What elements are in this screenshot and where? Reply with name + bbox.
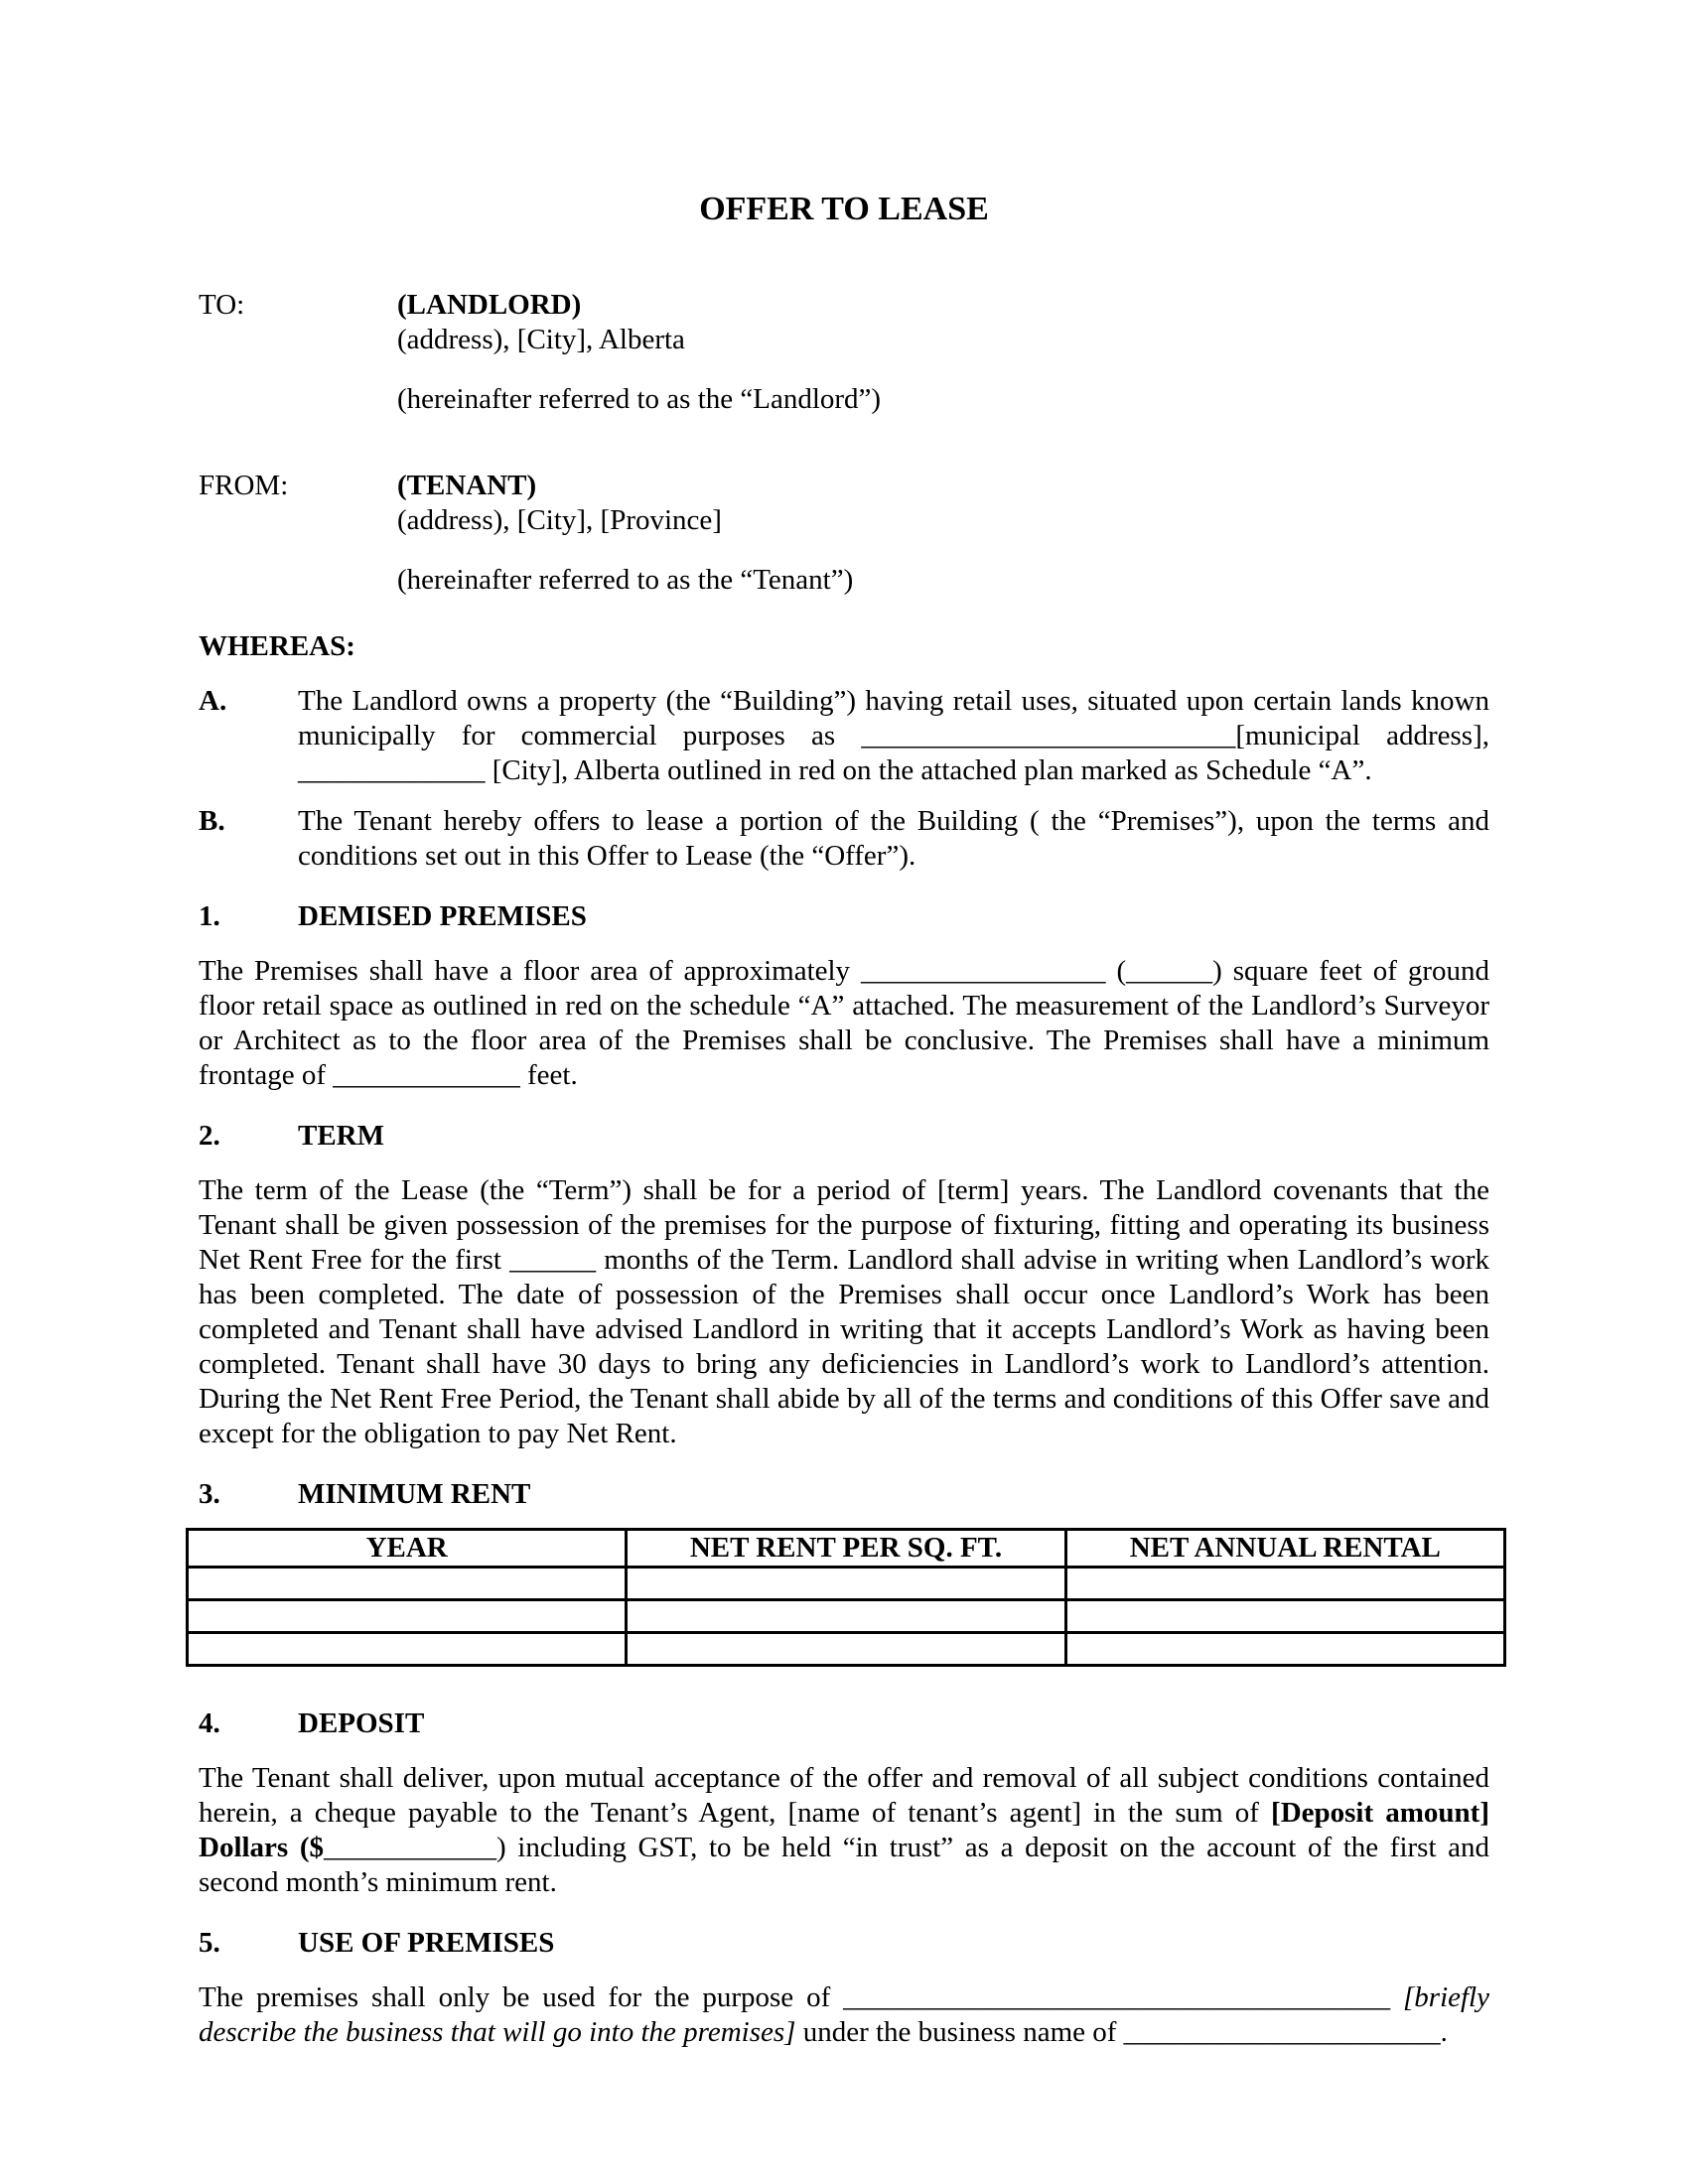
section-heading-minimum-rent	[199, 1477, 1489, 1512]
tenant-address-row	[199, 503, 1489, 538]
rent-table-header-net-rent-per-sqft: NET RENT PER SQ. FT.	[627, 1530, 1065, 1568]
landlord-address-row	[199, 323, 1489, 357]
tenant-name: (TENANT)	[397, 470, 537, 501]
from-row	[199, 469, 1489, 503]
section-number: 4.	[199, 1707, 220, 1739]
rent-table-row	[188, 1633, 1505, 1666]
section-title: USE OF PREMISES	[298, 1927, 555, 1959]
term-paragraph: The term of the Lease (the “Term”) shall be for a period of [term] years. The Landlord covenants that the Tenant shall be given possession of the premises for the purpose of fixturing, fitting and operating its business Net Rent Free for the first ______ months of the Term. Landlord shall advise in writing when Landlord’s work has been completed. The date of possession of the Premises shall occur once Landlord’s Work has been completed and Tenant shall have advised Landlord in writing that it accepts Landlord’s Work as having been completed. Tenant shall have 30 days to bring any deficiencies in Landlord’s work to Landlord’s attention. During the Net Rent Free Period, the Tenant shall abide by all of the terms and conditions of this Offer save and except for the obligation to pay Net Rent.	[199, 1174, 1489, 1449]
clause-letter-b: B.	[199, 805, 225, 837]
section-number: 1.	[199, 900, 220, 932]
landlord-address: (address), [City], Alberta	[397, 324, 685, 355]
rent-table-cell	[188, 1600, 627, 1633]
section-heading-deposit	[199, 1706, 1489, 1741]
section-heading-use-of-premises	[199, 1926, 1489, 1961]
section-title: DEMISED PREMISES	[298, 900, 587, 932]
spacer	[199, 563, 397, 598]
to-label: TO:	[199, 289, 245, 321]
section-number: 5.	[199, 1927, 220, 1959]
landlord-name: (LANDLORD)	[397, 289, 582, 321]
section-heading-demised-premises	[199, 899, 1489, 934]
rent-table-cell	[1065, 1600, 1504, 1633]
rent-table-header-net-annual-rental: NET ANNUAL RENTAL	[1065, 1530, 1504, 1568]
whereas-clause-b	[199, 804, 1489, 874]
tenant-block	[199, 469, 1489, 598]
landlord-hereinafter: (hereinafter referred to as the “Landlord”)	[397, 383, 882, 415]
landlord-hereinafter-row	[199, 382, 1489, 417]
rent-table-cell	[1065, 1633, 1504, 1666]
tenant-address: (address), [City], [Province]	[397, 504, 722, 536]
whereas-label: WHEREAS:	[199, 630, 355, 662]
spacer	[199, 382, 397, 417]
section-title: TERM	[298, 1120, 384, 1152]
minimum-rent-table	[186, 1528, 1506, 1667]
rent-table-header-year: YEAR	[188, 1530, 627, 1568]
use-of-premises-paragraph: The premises shall only be used for the purpose of ______________________________________ [briefly describe the business that will go into the premises] under the business name of ______________________.	[199, 1981, 1489, 2048]
spacer	[199, 503, 397, 538]
spacer	[199, 323, 397, 357]
demised-premises-paragraph: The Premises shall have a floor area of approximately _________________ (______) square feet of ground floor retail space as outlined in red on the schedule “A” attached. The measurement of the Landlord’s Surveyor or Architect as to the floor area of the Premises shall be conclusive. The Premises shall have a minimum frontage of _____________ feet.	[199, 955, 1489, 1091]
section-title: MINIMUM RENT	[298, 1478, 531, 1510]
clause-letter-a: A.	[199, 685, 227, 717]
landlord-block	[199, 288, 1489, 417]
rent-table-cell	[627, 1568, 1065, 1600]
section-title: DEPOSIT	[298, 1707, 425, 1739]
section-heading-term	[199, 1119, 1489, 1154]
to-row	[199, 288, 1489, 323]
from-label: FROM:	[199, 470, 289, 501]
deposit-paragraph: The Tenant shall deliver, upon mutual acceptance of the offer and removal of all subject conditions contained herein, a cheque payable to the Tenant’s Agent, [name of tenant’s agent] in the sum of [Deposit amount] Dollars ($____________) including GST, to be held “in trust” as a deposit on the account of the first and second month’s minimum rent.	[199, 1762, 1489, 1898]
rent-table-cell	[188, 1633, 627, 1666]
clause-text-a: The Landlord owns a property (the “Building”) having retail uses, situated upon certain lands known municipally for commercial purposes as __________________________[municipal address], _____________ [City], Alberta outlined in red on the attached plan marked as Schedule “A”.	[298, 685, 1489, 786]
tenant-hereinafter: (hereinafter referred to as the “Tenant”)	[397, 564, 854, 596]
whereas-clause-a	[199, 684, 1489, 788]
section-number: 2.	[199, 1120, 220, 1152]
section-number: 3.	[199, 1478, 220, 1510]
clause-text-b: The Tenant hereby offers to lease a portion of the Building ( the “Premises”), upon the terms and conditions set out in this Offer to Lease (the “Offer”).	[298, 805, 1489, 872]
rent-table-row	[188, 1600, 1505, 1633]
tenant-hereinafter-row	[199, 563, 1489, 598]
rent-table-cell	[188, 1568, 627, 1600]
rent-table-cell	[627, 1600, 1065, 1633]
rent-table-header-row	[188, 1530, 1505, 1568]
rent-table-cell	[1065, 1568, 1504, 1600]
document-title: OFFER TO LEASE	[699, 191, 989, 227]
rent-table-row	[188, 1568, 1505, 1600]
rent-table-cell	[627, 1633, 1065, 1666]
